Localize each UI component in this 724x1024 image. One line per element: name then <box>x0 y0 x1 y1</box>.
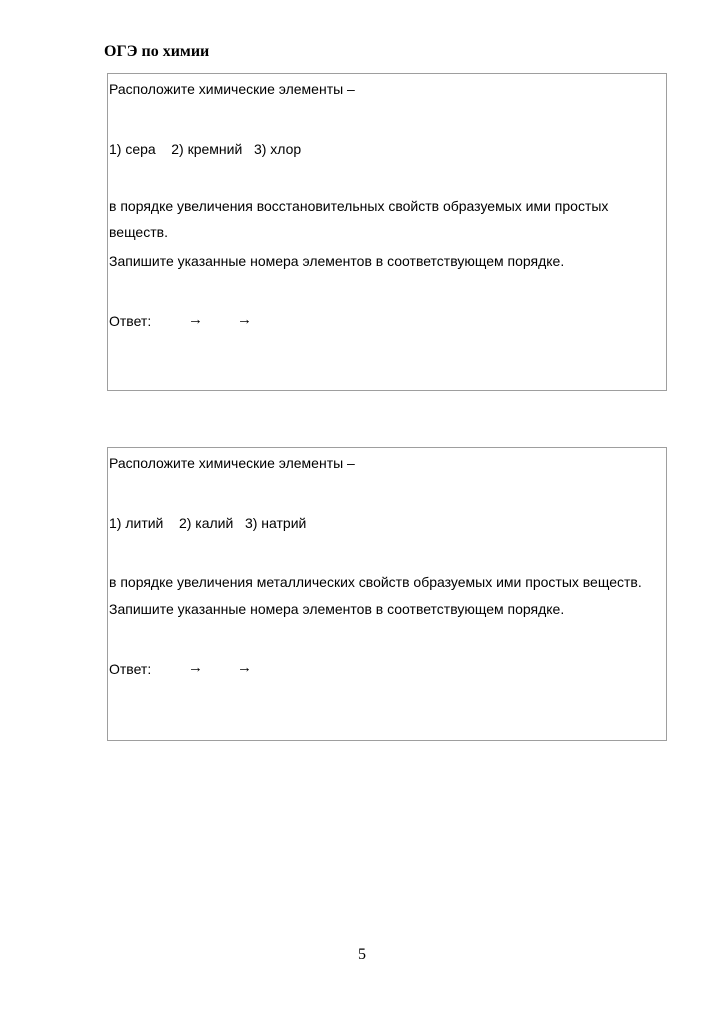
answer-arrow-2: → <box>237 659 252 676</box>
element-list: 1) литий 2) калий 3) натрий <box>109 515 307 531</box>
task-instruction: Запишите указанные номера элементов в соответствующем порядке. <box>109 601 565 617</box>
task-instruction: Запишите указанные номера элементов в соответствующем порядке. <box>109 253 565 269</box>
answer-label: Ответ: <box>109 313 152 329</box>
answer-arrow-1: → <box>188 311 203 328</box>
task-condition: в порядке увеличения металлических свойств образуемых ими простых веществ. <box>109 574 642 590</box>
task-prompt: Расположите химические элементы – <box>109 81 355 97</box>
page-number: 5 <box>358 946 366 963</box>
answer-arrow-2: → <box>237 311 252 328</box>
answer-arrow-1: → <box>188 659 203 676</box>
answer-label: Ответ: <box>109 661 152 677</box>
element-list: 1) сера 2) кремний 3) хлор <box>109 141 302 157</box>
task-prompt: Расположите химические элементы – <box>109 455 355 471</box>
task-box-1 <box>107 73 667 391</box>
task-box-2 <box>107 447 667 741</box>
task-condition: в порядке увеличения восстановительных свойств образуемых ими простых веществ. <box>109 198 609 240</box>
page-title: ОГЭ по химии <box>104 43 210 60</box>
